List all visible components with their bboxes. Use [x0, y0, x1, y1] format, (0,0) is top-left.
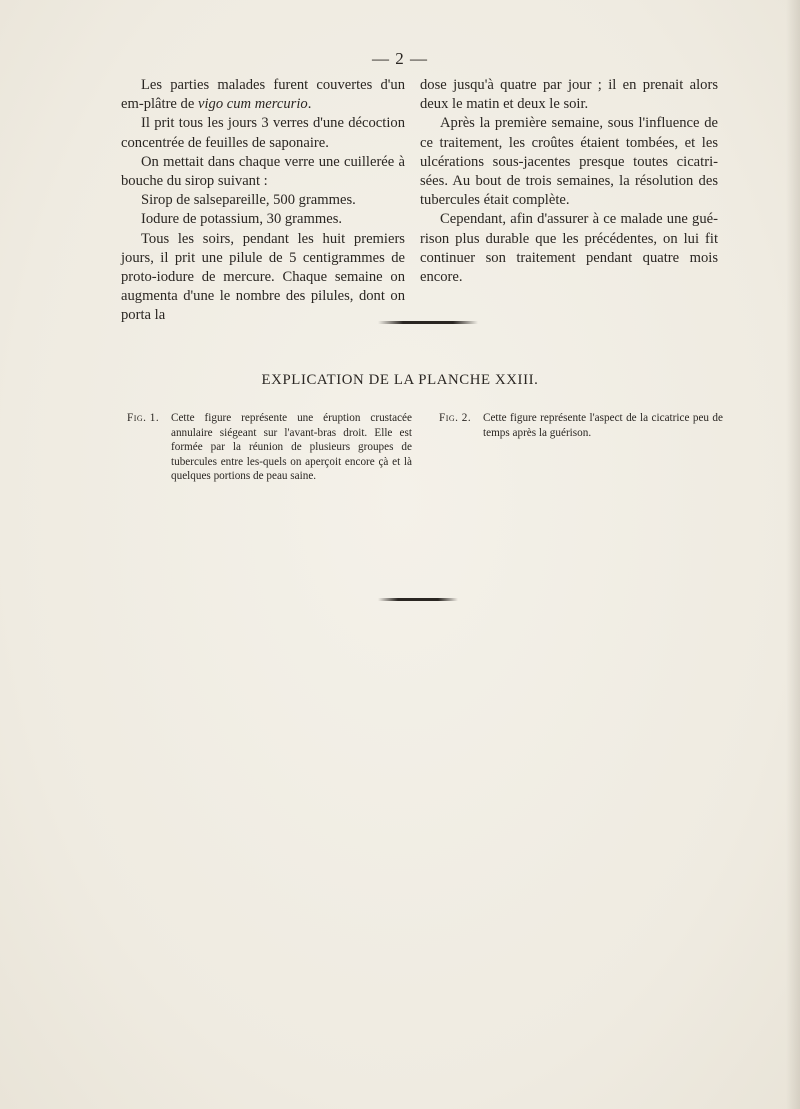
text-column-right	[420, 76, 718, 287]
figure-label: Fig. 1.	[127, 412, 160, 424]
paragraph-text: .	[307, 96, 312, 113]
figure-caption-1	[127, 411, 412, 484]
paragraph: Iodure de potassium, 30 grammes.	[141, 211, 343, 228]
paragraph: dose jusqu'à quatre par jour ; il en prenait alors deux le matin et deux le soir.	[420, 77, 718, 113]
paragraph-text: Les parties malades furent couvertes d'un em-plâtre de	[121, 77, 405, 113]
figure-label: Fig. 2.	[439, 412, 472, 424]
paragraph	[121, 76, 405, 114]
text-column-left	[121, 76, 405, 326]
paragraph: Tous les soirs, pendant les huit premiers jours, il prit une pilule de 5 centigrammes de proto-iodure de mercure. Chaque semaine on augmenta d'une le nombre des pilules, dont on porta la	[121, 230, 405, 324]
section-divider-rule	[378, 321, 478, 324]
figure-description: Cette figure représente l'aspect de la cicatrice peu de temps après la guérison.	[483, 412, 723, 439]
figure-description: Cette figure représente une éruption crustacée annulaire siégeant sur l'avant-bras droit. Elle est formée par la réunion de plusieurs groupes de tubercules entre les-quels on aperçoit encore çà et là quelques portions de peau saine.	[171, 412, 412, 483]
paragraph: Cependant, afin d'assurer à ce malade une gué-rison plus durable que les précédentes, on lui fit continuer son traitement pendant quatre mois encore.	[420, 211, 718, 286]
page-number: — 2 —	[372, 49, 428, 68]
paragraph: Sirop de salsepareille, 500 grammes.	[141, 192, 356, 209]
paragraph-italic-text: vigo cum mercurio	[197, 96, 308, 113]
paragraph: Il prit tous les jours 3 verres d'une décoction concentrée de feuilles de saponaire.	[121, 115, 405, 151]
section-heading: EXPLICATION DE LA PLANCHE XXIII.	[261, 372, 539, 388]
figure-caption-2	[439, 411, 723, 440]
paragraph: On mettait dans chaque verre une cuillerée à bouche du sirop suivant :	[121, 153, 405, 190]
page-edge-shadow	[786, 0, 800, 1109]
end-divider-rule	[378, 598, 458, 601]
paragraph: Après la première semaine, sous l'influence de ce traitement, les croûtes étaient tombées, et les ulcérations sous-jacentes presque toutes cicatri-sées. Au bout de trois semaines, la résolution des tubercules était complète.	[420, 115, 718, 209]
